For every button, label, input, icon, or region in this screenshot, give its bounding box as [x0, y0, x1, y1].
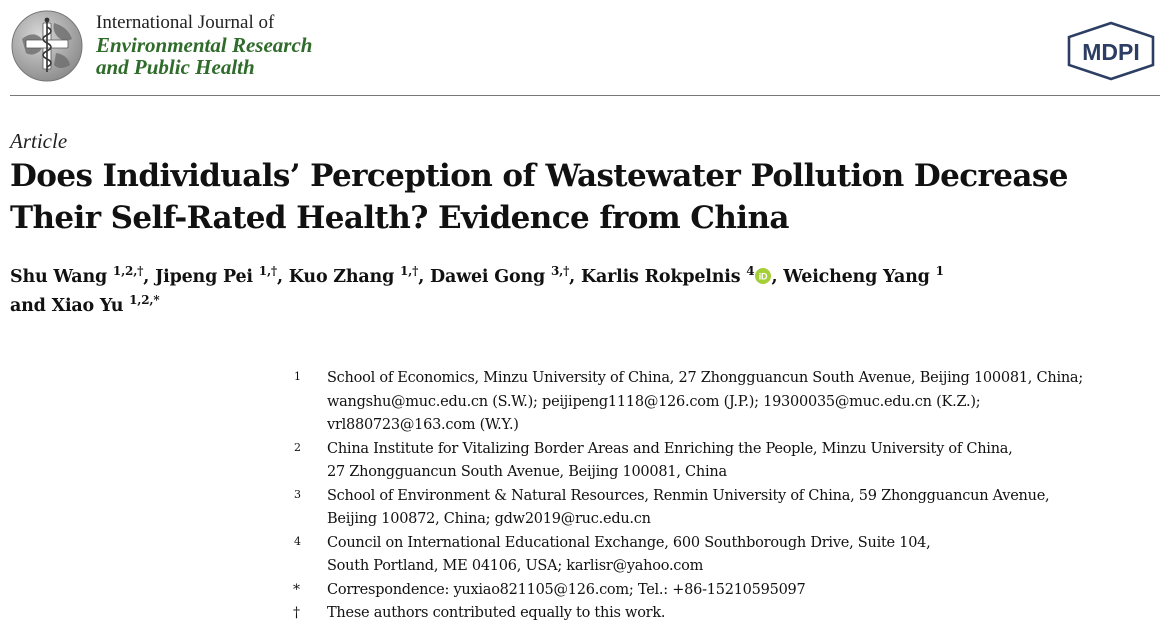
affiliation-item — [290, 485, 1160, 532]
journal-name-line2: Environmental Research — [96, 33, 313, 57]
publisher-name: MDPI — [1082, 39, 1140, 65]
article-title-line2: Their Self-Rated Health? Evidence from China — [10, 200, 789, 236]
orcid-icon[interactable] — [755, 268, 771, 284]
affiliation-list — [290, 367, 1160, 626]
journal-name — [96, 12, 312, 78]
affiliation-item — [290, 532, 1160, 579]
author-name[interactable]: Shu Wang — [10, 267, 108, 287]
equal-contribution-note — [290, 602, 1160, 626]
author-affiliation-marker: 1,2,† — [112, 264, 144, 278]
affiliation-marker: 3 — [294, 487, 301, 501]
affiliation-line: South Portland, ME 04106, USA; karlisr@yahoo.com — [327, 558, 704, 574]
affiliation-line: School of Economics, Minzu University of China, 27 Zhongguancun South Avenue, Beijing 100081, China; — [327, 370, 1083, 386]
author-affiliation-marker: 1,† — [400, 264, 419, 278]
affiliation-text — [327, 367, 1160, 438]
affiliation-line: China Institute for Vitalizing Border Areas and Enriching the People, Minzu University of China, — [327, 440, 1013, 457]
author-affiliation-marker: 1,† — [258, 264, 277, 278]
affiliation-item — [290, 367, 1160, 438]
affiliation-item — [290, 438, 1160, 485]
journal-name-line3: and Public Health — [96, 55, 255, 79]
author-affiliation-marker: 3,† — [550, 264, 570, 278]
author-name[interactable]: Weicheng Yang — [783, 267, 930, 287]
author-separator: , — [277, 267, 289, 287]
affiliation-line: vrl880723@163.com (W.Y.) — [327, 417, 519, 433]
author-name[interactable]: and Xiao Yu — [10, 296, 124, 316]
affiliation-marker: 2 — [294, 440, 301, 454]
correspondence-line: Correspondence: yuxiao821105@126.com; Tel.: +86-15210595097 — [327, 581, 806, 598]
equal-contribution-line: These authors contributed equally to this work. — [327, 605, 666, 621]
correspondence-text — [327, 579, 1160, 603]
author-name[interactable]: Karlis Rokpelnis — [580, 267, 741, 287]
mdpi-hexagon-icon — [1065, 20, 1157, 82]
author-separator: , — [418, 267, 431, 287]
affiliation-line: School of Environment & Natural Resources, Renmin University of China, 59 Zhongguancun Avenue, — [327, 487, 1050, 504]
author-list-line1 — [10, 263, 1160, 292]
author-affiliation-marker: 1 — [935, 264, 944, 278]
affiliation-line: 27 Zhongguancun South Avenue, Beijing 100081, China — [327, 464, 727, 480]
equal-contribution-text — [327, 602, 1160, 626]
author-separator: , — [771, 267, 784, 287]
affiliation-text — [327, 438, 1160, 485]
affiliation-text — [327, 485, 1160, 532]
article-title — [10, 155, 1160, 239]
author-name[interactable]: Jipeng Pei — [155, 267, 253, 287]
author-list-line2 — [10, 292, 1160, 321]
affiliation-line: Beijing 100872, China; gdw2019@ruc.edu.cn — [327, 511, 651, 527]
header-divider — [10, 95, 1160, 96]
affiliation-line: wangshu@muc.edu.cn (S.W.); peijipeng1118@126.com (J.P.); 19300035@muc.edu.cn (K.Z.); — [327, 393, 981, 410]
affiliation-text — [327, 532, 1160, 579]
svg-text:iD: iD — [759, 271, 768, 282]
correspondence-marker: * — [293, 581, 300, 598]
author-list — [10, 263, 1160, 321]
author-affiliation-marker: 1,2,* — [129, 293, 160, 307]
journal-name-line1: International Journal of — [96, 12, 275, 33]
article-type: Article — [10, 129, 68, 153]
caduceus-globe-icon — [10, 9, 84, 83]
affiliation-marker: 1 — [294, 370, 301, 383]
author-name[interactable]: Dawei Gong — [430, 267, 546, 287]
author-separator: , — [569, 267, 581, 287]
journal-header — [0, 0, 1166, 96]
author-affiliation-marker: 4 — [746, 264, 755, 278]
equal-contribution-marker: † — [293, 605, 300, 621]
correspondence-item — [290, 579, 1160, 603]
affiliation-line: Council on International Educational Exchange, 600 Southborough Drive, Suite 104, — [327, 534, 931, 551]
author-separator: , — [143, 267, 156, 287]
article-title-line1: Does Individuals’ Perception of Wastewater Pollution Decrease — [10, 158, 1068, 194]
author-name[interactable]: Kuo Zhang — [288, 267, 395, 287]
affiliation-marker: 4 — [294, 534, 301, 548]
